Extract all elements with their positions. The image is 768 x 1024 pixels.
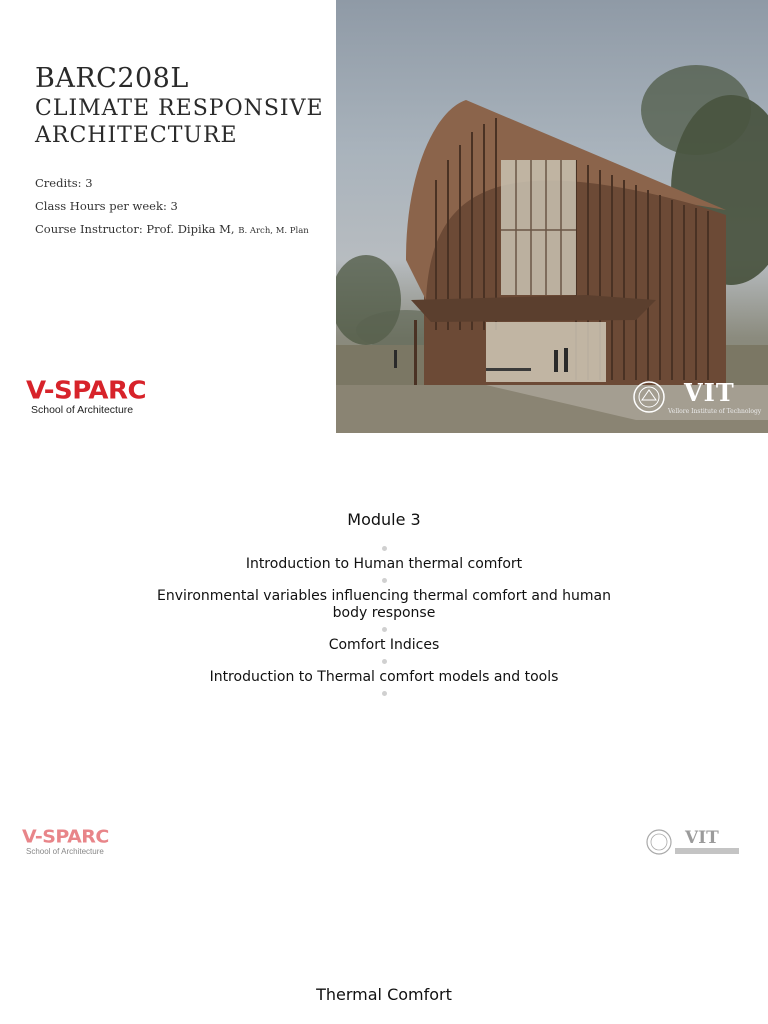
vit-seal-icon [632,380,666,414]
bullet-dot [382,691,387,696]
building-rendering-image [336,0,768,433]
course-name [35,95,325,149]
class-hours-text: Class Hours per week: 3 [35,199,178,213]
module-topic-item: Environmental variables influencing thermal comfort and human body response [156,588,612,621]
instructor-name: Course Instructor: Prof. Dipika M, [35,222,235,236]
title-slide [0,0,768,433]
vit-logo-name: VIT [684,378,735,407]
course-code: BARC208L [35,63,189,94]
module-title: Module 3 [347,510,421,529]
vit-logo-watermark [645,828,741,860]
thermal-comfort-slide [0,893,768,1024]
title-panel [0,0,336,433]
module-topic-list [140,546,628,696]
credits-text: Credits: 3 [35,176,93,190]
instructor-text [35,222,309,236]
instructor-qualifications: B. Arch, M. Plan [238,226,309,236]
course-name-line1: CLIMATE RESPONSIVE [35,96,324,121]
vit-logo-name: VIT [685,828,719,848]
course-name-line2: ARCHITECTURE [35,123,238,148]
vit-seal-icon [645,828,673,856]
vsparc-logo-name: V-SPARC [26,376,147,406]
vsparc-logo-subtitle: School of Architecture [31,404,134,416]
bullet-dot [382,546,387,551]
vsparc-logo-name: V-SPARC [22,826,109,848]
building-illustration [336,0,768,433]
module-topic-item: Introduction to Thermal comfort models and tools [209,669,559,685]
module-slide [0,433,768,893]
vsparc-logo-subtitle: School of Architecture [26,847,104,856]
vsparc-logo-watermark [22,828,109,857]
bullet-dot [382,578,387,583]
vsparc-logo [26,378,146,416]
bullet-dot [382,659,387,664]
module-topic-item: Comfort Indices [328,637,440,653]
slide-title: Thermal Comfort [316,985,452,1004]
vit-logo-subtitle-bar [675,848,739,854]
bullet-dot [382,627,387,632]
vit-logo-subtitle: Vellore Institute of Technology [668,408,762,415]
module-topic-item: Introduction to Human thermal comfort [245,556,523,572]
